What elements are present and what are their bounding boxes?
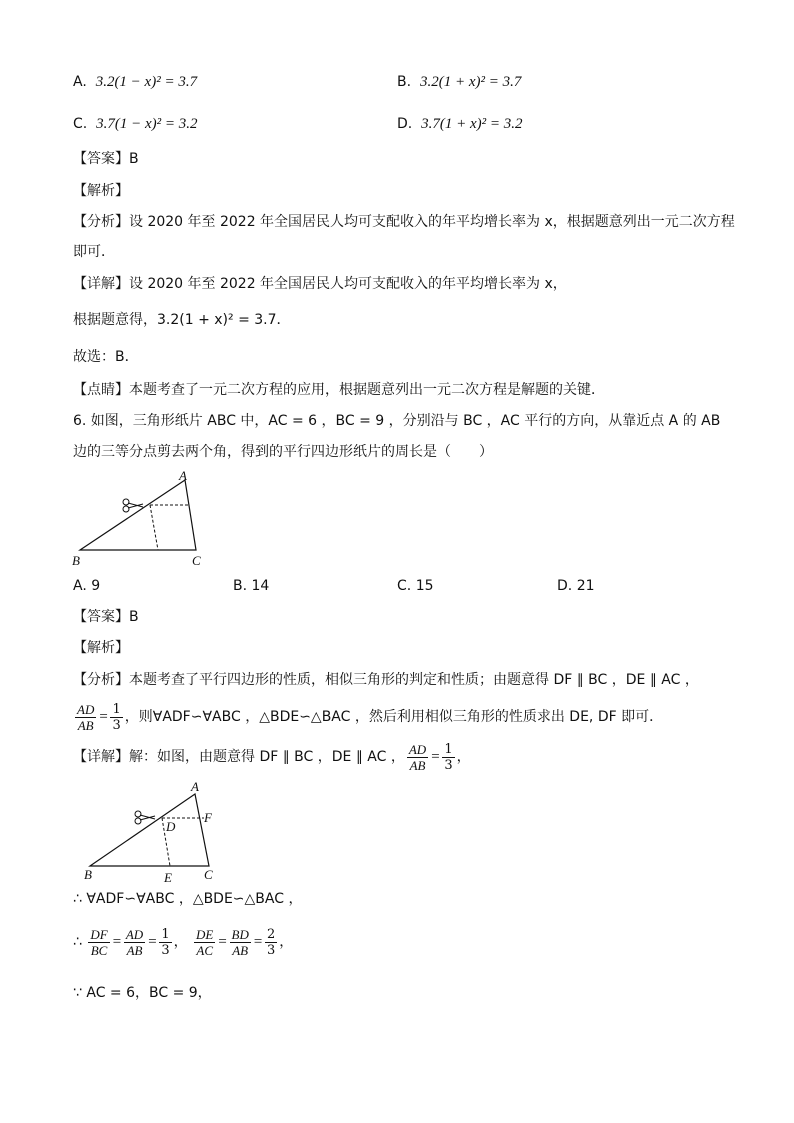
answer-value: B [129,151,139,167]
q6-option-a: A. 9 [73,578,101,594]
label-c: C [192,553,201,568]
triangle-figure-1 [70,470,210,570]
option-d: D. 3.7(1 + x)² = 3.2 [397,116,523,132]
fenxi-line-2: 即可． [73,244,115,260]
option-c: C. 3.7(1 − x)² = 3.2 [73,116,198,132]
label-b-2: B [84,867,92,882]
label-d: D [166,819,176,834]
fraction-df-bc: $\frac{DF}{BC}$ [90,926,108,958]
detail-line-1: 【详解】设 2020 年至 2022 年全国居民人均可支配收入的年平均增长率为 x， [73,276,567,292]
scissors-icon-2 [135,811,155,824]
because-line: ∵ AC = 6，BC = 9， [73,985,212,1001]
detail-fraction-one-third: $\frac{1}{3}$ [444,741,453,773]
label-f: F [204,810,212,825]
q6-option-b: B. 14 [233,578,270,594]
option-b-expr: 3.2(1 + x)² = 3.7 [419,74,522,90]
q6-analysis-tag: 【解析】 [73,640,129,656]
analysis-tag: 【解析】 [73,183,129,199]
detail-fraction-ad-ab: $\frac{AD}{AB}$ [408,741,427,773]
fraction-de-ac: $\frac{DE}{AC}$ [196,926,214,958]
option-a-expr: 3.2(1 − x)² = 3.7 [95,74,198,90]
answer-tag: 【答案】 [73,151,129,167]
fraction-ad-ab: $\frac{AD}{AB}$ [77,701,95,733]
fraction-bd-ab: $\frac{BD}{AB}$ [231,926,249,958]
q6-detail-line-1: 【详解】解：如图，由题意得 DF ∥ BC ，DE ∥ AC ， $\frac{AD}{AB}$ = $\frac{1}{3}$ ， [73,741,471,773]
option-d-expr: 3.7(1 + x)² = 3.2 [421,116,523,132]
q6-stem-line-2: 边的三等分点剪去两个角，得到的平行四边形纸片的周长是（ ） [73,444,493,460]
fraction-two-thirds: $\frac{2}{3}$ [266,926,276,958]
comment-line: 【点睛】本题考查了一元二次方程的应用，根据题意列出一元二次方程是解题的关键． [73,382,605,398]
triangle-abc-2 [90,794,209,866]
q6-stem-line-1: 6. 如图，三角形纸片 ABC 中，AC = 6 ，BC = 9 ，分别沿与 BC ，AC 平行的方向，从靠近点 A 的 AB [73,413,721,429]
q6-fenxi-line-2: $\frac{AD}{AB}$ = $\frac{1}{3}$ ，则∀ADF∽∀ABC ，△BDE∽△BAC ，然后利用相似三角形的性质求出 DE, DF 即可． [77,701,664,733]
fenxi-line-1: 【分析】设 2020 年至 2022 年全国居民人均可支配收入的年平均增长率为 x，根据题意列出一元二次方程 [73,214,735,230]
detail-line-2: 根据题意得，3.2(1 + x)² = 3.7． [73,312,291,328]
fraction-ad-ab-2: $\frac{AD}{AB}$ [125,926,144,958]
q6-fenxi-line-1: 【分析】本题考查了平行四边形的性质，相似三角形的判定和性质；由题意得 DF ∥ BC ，DE ∥ AC ， [73,672,699,688]
label-e: E [164,870,172,885]
option-c-expr: 3.7(1 − x)² = 3.2 [96,116,198,132]
q6-option-c: C. 15 [397,578,434,594]
label-a-2: A [191,779,199,794]
fraction-one-third-2: $\frac{1}{3}$ [161,926,170,958]
option-a: A. 3.2(1 − x)² = 3.7 [73,74,198,90]
triangle-abc [80,480,196,550]
therefore-line-1: ∴ ∀ADF∽∀ABC ，△BDE∽△BAC ， [73,891,303,907]
answer-line [73,149,139,169]
fraction-one-third: $\frac{1}{3}$ [112,701,121,733]
therefore-line-2: ∴ $\frac{DF}{BC}$ = $\frac{AD}{AB}$ = $\frac{1}{3}$ ， $\frac{DE}{AC}$ = $\frac{BD}{AB}$ = $\frac{2}{3}$ ， [73,926,294,958]
label-b: B [72,553,80,568]
cut-line-de [150,505,158,550]
label-a: A [179,468,187,483]
triangle-figure-2 [80,778,230,888]
choose-line: 故选：B． [73,349,139,365]
option-b: B. 3.2(1 + x)² = 3.7 [397,74,522,90]
q6-answer-line: 【答案】B [73,609,139,625]
label-c-2: C [204,867,213,882]
q6-option-d: D. 21 [557,578,595,594]
